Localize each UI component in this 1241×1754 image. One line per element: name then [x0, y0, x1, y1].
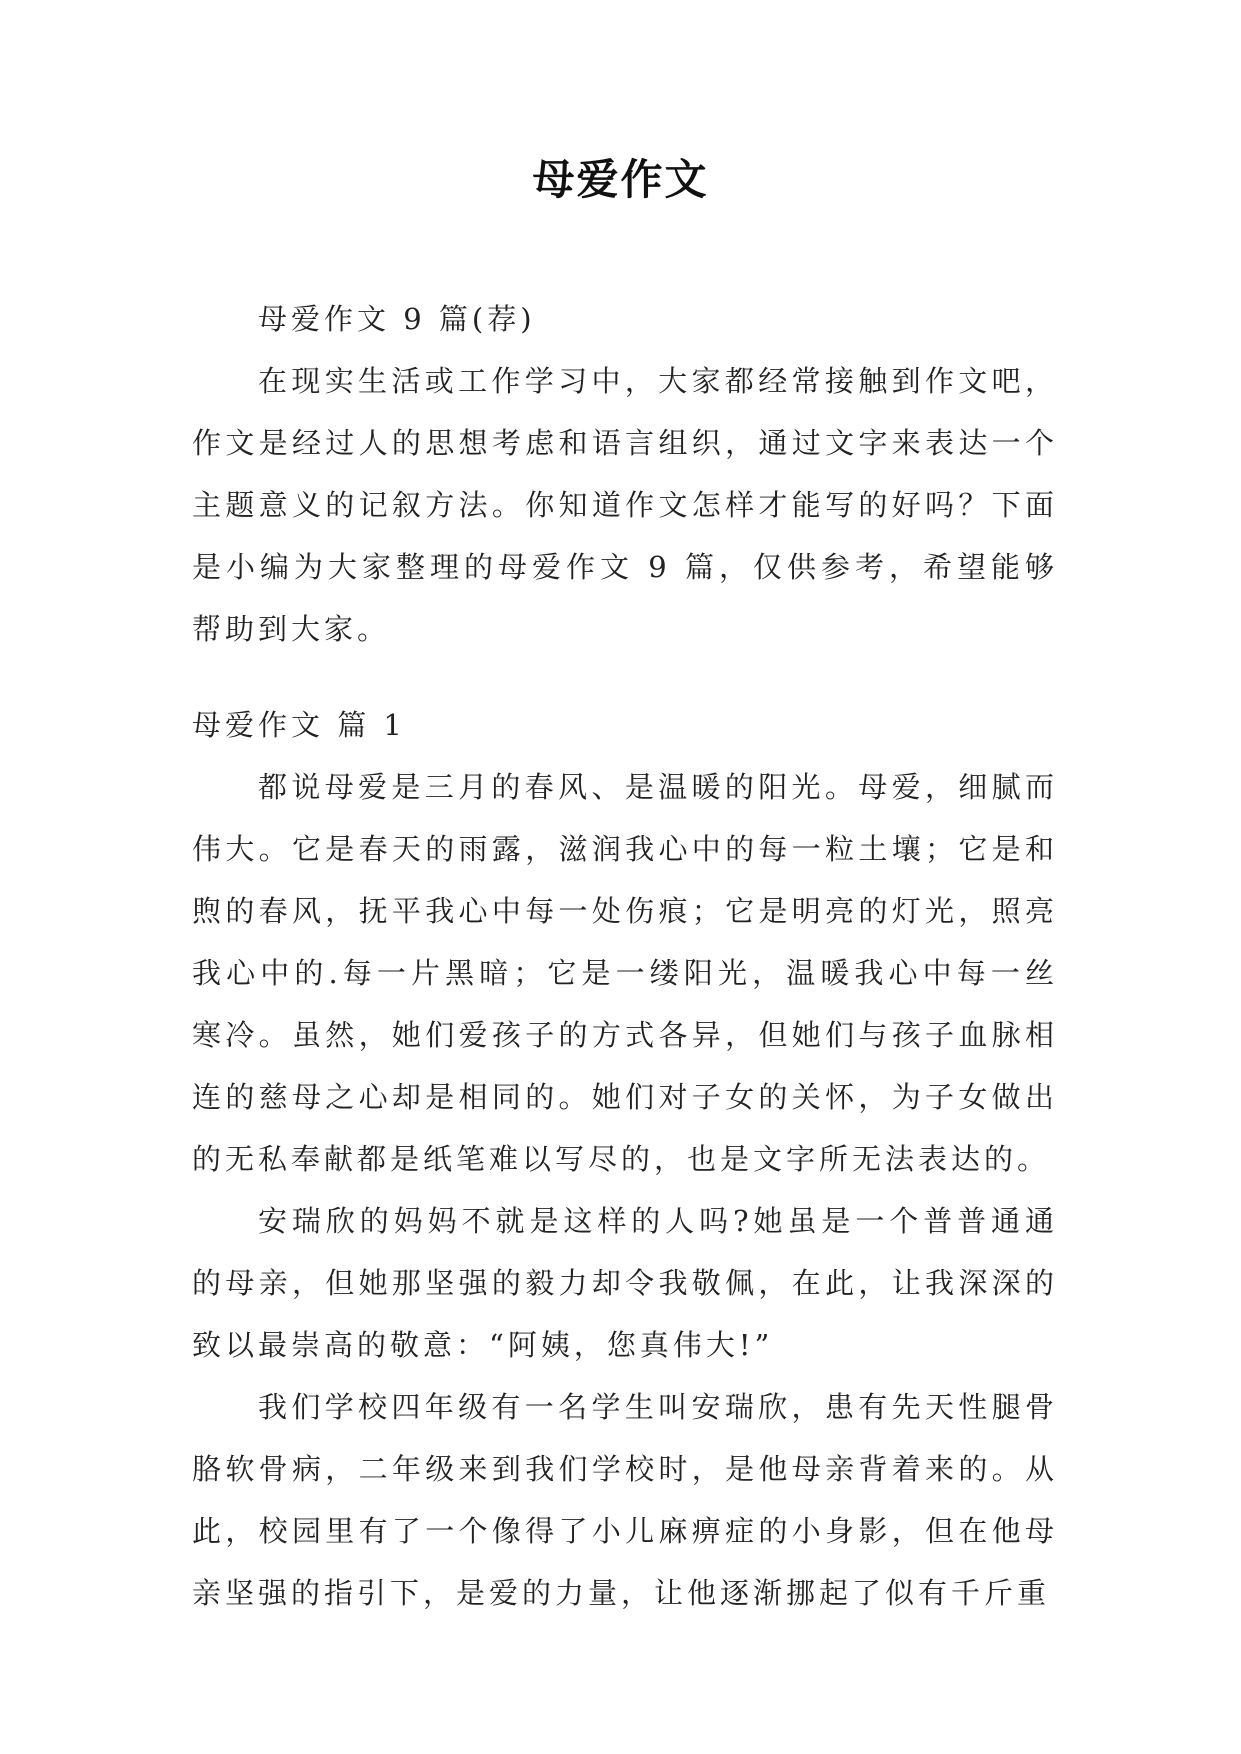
document-title: 母爱作文: [532, 155, 709, 204]
document-subtitle: 母爱作文 9 篇(荐): [258, 302, 536, 336]
intro-paragraph: 在现实生活或工作学习中，大家都经常接触到作文吧，作文是经过人的思想考虑和语言组织，通过文字来表达一个主题意义的记叙方法。你知道作文怎样才能写的好吗？下面是小编为大家整理的母爱作文 9 篇，仅供参考，希望能够帮助到大家。: [192, 364, 1058, 646]
essay-paragraph: 都说母爱是三月的春风、是温暖的阳光。母爱，细腻而伟大。它是春天的雨露，滋润我心中的每一粒土壤；它是和煦的春风，抚平我心中每一处伤痕；它是明亮的灯光，照亮我心中的.每一片黑暗；它是一缕阳光，温暖我心中每一丝寒冷。虽然，她们爱孩子的方式各异，但她们与孩子血脉相连的慈母之心却是相同的。她们对子女的关怀，为子女做出的无私奉献都是纸笔难以写尽的，也是文字所无法表达的。: [192, 770, 1058, 1176]
essay-paragraph: 我们学校四年级有一名学生叫安瑞欣，患有先天性腿骨胳软骨病，二年级来到我们学校时，是他母亲背着来的。从此，校园里有了一个像得了小儿麻痹症的小身影，但在他母亲坚强的指引下，是爱的力量，让他逐渐挪起了似有千斤重: [192, 1390, 1058, 1610]
essay-paragraph: 安瑞欣的妈妈不就是这样的人吗?她虽是一个普普通通的母亲，但她那坚强的毅力却令我敬佩，在此，让我深深的致以最崇高的敬意：“阿姨，您真伟大!”: [192, 1204, 1058, 1362]
section-heading: 母爱作文 篇 1: [192, 708, 406, 742]
essay-section: [192, 694, 1058, 1624]
intro-section: [192, 288, 1058, 660]
